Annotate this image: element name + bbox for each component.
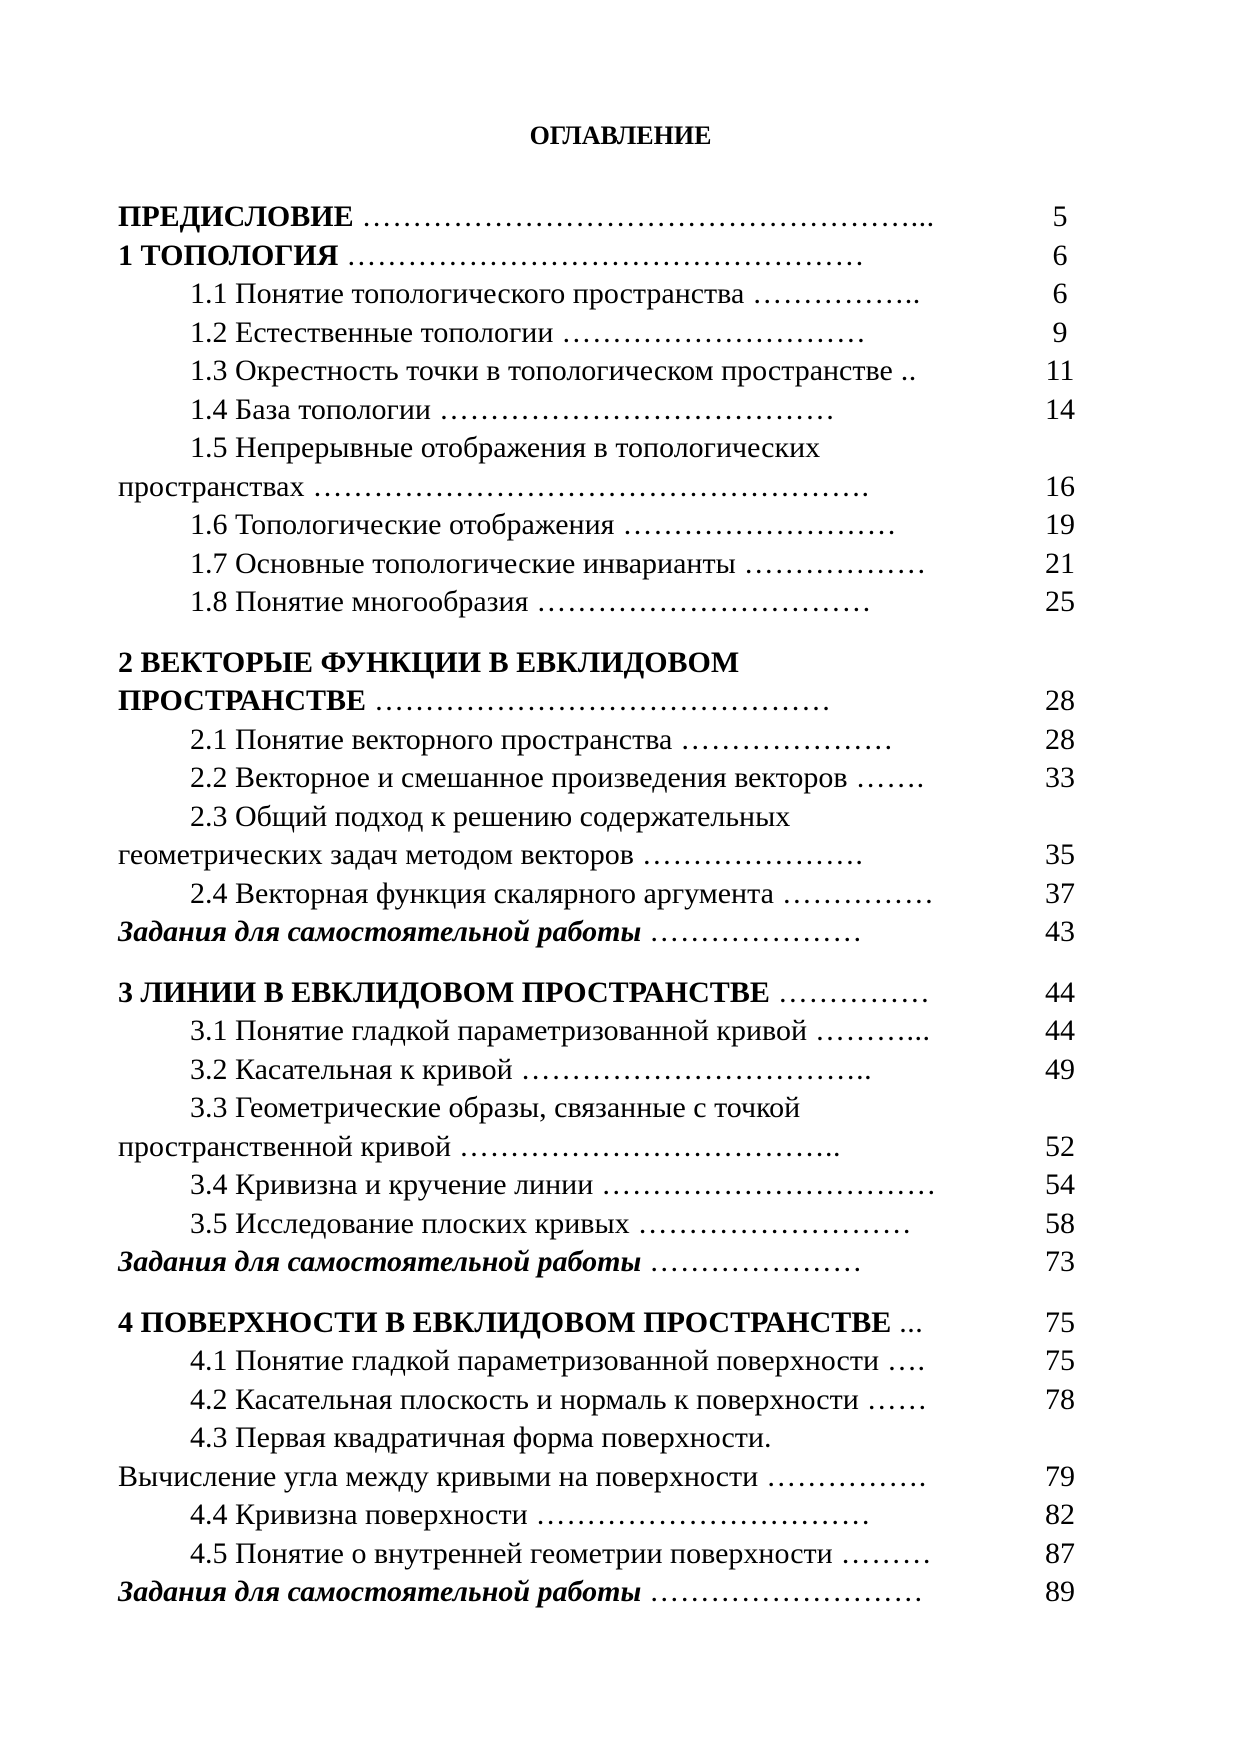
- toc-entry-text: [190, 275, 921, 314]
- toc-entry[interactable]: [118, 1304, 1090, 1343]
- toc-entry-text: [190, 1205, 912, 1244]
- toc-entry-leader: ….: [879, 1344, 926, 1377]
- toc-entry[interactable]: [118, 721, 1090, 760]
- toc-entry-text: [118, 1128, 841, 1167]
- toc-entry-text: [118, 1573, 924, 1612]
- toc-entry-label: 4 ПОВЕРХНОСТИ В ЕВКЛИДОВОМ ПРОСТРАНСТВЕ: [118, 1305, 892, 1339]
- toc-entry-text: [190, 1381, 928, 1420]
- toc-entry[interactable]: [118, 583, 1090, 622]
- toc-entry-label: 1.2 Естественные топологии: [190, 315, 554, 349]
- toc-entry[interactable]: [118, 644, 1090, 683]
- toc-entry[interactable]: [118, 974, 1090, 1013]
- toc-entry-leader: ………………….: [633, 838, 864, 871]
- toc-entry-text: [190, 391, 835, 430]
- toc-entry-label: 2 ВЕКТОРЫЕ ФУНКЦИИ В ЕВКЛИДОВОМ: [118, 645, 740, 679]
- toc-entry-page-number: 44: [1045, 1014, 1075, 1047]
- toc-entry-label: 3.5 Исследование плоских кривых: [190, 1206, 630, 1240]
- toc-entry-text: [190, 759, 925, 798]
- toc-entry-leader: ……………………………: [593, 1168, 937, 1201]
- toc-entry-leader: …….: [847, 761, 925, 794]
- toc-entry-page-number: 6: [1052, 238, 1068, 272]
- toc-entry-label: 3.3 Геометрические образы, связанные с точкой: [190, 1091, 801, 1124]
- toc-entry[interactable]: [118, 1051, 1090, 1090]
- toc-entry[interactable]: [118, 429, 1090, 468]
- toc-entry[interactable]: [118, 1458, 1090, 1497]
- toc-entry-text: [190, 1342, 926, 1381]
- toc-entry-page-number: 6: [1052, 277, 1068, 310]
- toc-entry-leader: …………………: [641, 915, 863, 948]
- toc-entry-text: [190, 1496, 871, 1535]
- toc-entry[interactable]: [118, 1166, 1090, 1205]
- toc-entry-text: [118, 1458, 927, 1497]
- toc-entry-label: 1 ТОПОЛОГИЯ: [118, 238, 339, 272]
- toc-entry[interactable]: [118, 1012, 1090, 1051]
- toc-entry-page-number: 58: [1045, 1206, 1075, 1240]
- toc-entry-leader: ...: [891, 1305, 924, 1339]
- toc-entry-label: пространствах: [118, 469, 305, 503]
- toc-entry-text: [190, 875, 934, 914]
- toc-entry-label: 4.2 Касательная плоскость и нормаль к поверхности: [190, 1382, 859, 1416]
- toc-entry-text: [118, 198, 935, 237]
- toc-entry[interactable]: [118, 545, 1090, 584]
- toc-entry-text: [190, 798, 790, 837]
- toc-entry-text: [190, 352, 917, 391]
- toc-entry-text: [118, 1304, 923, 1343]
- toc-entry-text: [118, 1243, 863, 1282]
- table-of-contents: [118, 198, 1090, 1612]
- toc-entry-label: 3.1 Понятие гладкой параметризованной кривой: [190, 1014, 808, 1047]
- toc-entry-label: Задания для самостоятельной работы: [118, 915, 642, 948]
- toc-entry-page-number: 25: [1045, 585, 1075, 618]
- toc-entry-leader: ………………………: [614, 508, 897, 541]
- toc-entry-label: пространственной кривой: [118, 1129, 452, 1163]
- toc-entry-text: [118, 644, 739, 683]
- toc-entry-leader: …………….: [758, 1459, 927, 1493]
- toc-entry-label: Вычисление угла между кривыми на поверхности: [118, 1459, 759, 1493]
- toc-entry-page-number: 75: [1045, 1305, 1075, 1339]
- toc-entry-label: геометрических задач методом векторов: [118, 838, 634, 871]
- toc-entry-label: ПРЕДИСЛОВИЕ: [118, 200, 354, 233]
- toc-entry-label: Задания для самостоятельной работы: [118, 1245, 642, 1278]
- toc-entry-page-number: 73: [1045, 1245, 1075, 1278]
- toc-entry-text: [190, 314, 866, 353]
- toc-entry-leader: ……………………………………………: [338, 238, 865, 272]
- toc-entry-page-number: 78: [1045, 1382, 1075, 1416]
- toc-entry-page-number: 37: [1045, 876, 1075, 910]
- toc-entry-label: 1.1 Понятие топологического пространства: [190, 277, 745, 310]
- toc-entry-text: [190, 1419, 771, 1458]
- toc-entry-page-number: 19: [1045, 508, 1075, 541]
- toc-entry-label: Задания для самостоятельной работы: [118, 1575, 642, 1608]
- toc-entry[interactable]: [118, 798, 1090, 837]
- toc-entry-page-number: 16: [1045, 469, 1075, 503]
- toc-entry[interactable]: [118, 198, 1090, 237]
- toc-entry-text: [118, 913, 863, 952]
- toc-entry[interactable]: [118, 506, 1090, 545]
- toc-entry[interactable]: [118, 1243, 1090, 1282]
- toc-entry-page-number: 79: [1045, 1459, 1075, 1493]
- toc-entry-leader: ……………………………..: [512, 1052, 873, 1086]
- toc-entry-leader: ……………..: [744, 277, 921, 310]
- toc-entry-label: 2.4 Векторная функция скалярного аргумента: [190, 876, 774, 910]
- toc-entry[interactable]: [118, 1089, 1090, 1128]
- toc-entry-text: [118, 836, 863, 875]
- toc-entry-leader: ………………………………………: [366, 684, 832, 717]
- toc-entry-leader: ………………………………………………...: [353, 200, 935, 233]
- toc-entry[interactable]: [118, 1496, 1090, 1535]
- toc-entry-leader: ………………………………..: [451, 1129, 842, 1163]
- toc-entry[interactable]: [118, 875, 1090, 914]
- toc-entry[interactable]: [118, 1573, 1090, 1612]
- toc-entry-label: 3 ЛИНИИ В ЕВКЛИДОВОМ ПРОСТРАНСТВЕ: [118, 975, 770, 1009]
- toc-entry-leader: ………………: [735, 546, 927, 580]
- page-title: ОГЛАВЛЕНИЕ: [529, 121, 712, 150]
- toc-entry-label: 4.3 Первая квадратичная форма поверхности.: [190, 1421, 772, 1454]
- toc-entry-page-number: 87: [1045, 1536, 1075, 1570]
- toc-entry-text: [190, 545, 927, 584]
- toc-entry-text: [190, 1166, 937, 1205]
- toc-entry-text: [190, 1051, 872, 1090]
- toc-entry-leader: ……: [858, 1382, 928, 1416]
- toc-entry-leader: …………………………………: [430, 392, 836, 426]
- toc-entry-label: 4.1 Понятие гладкой параметризованной поверхности: [190, 1344, 880, 1377]
- toc-entry-leader: ………...: [807, 1014, 931, 1047]
- toc-entry-text: [118, 468, 869, 507]
- toc-entry-text: [190, 1535, 932, 1574]
- toc-entry-page-number: 49: [1045, 1052, 1075, 1086]
- toc-entry-leader: ……………………………………………….: [304, 469, 870, 503]
- toc-entry-page-number: 14: [1045, 392, 1075, 426]
- toc-entry-label: ПРОСТРАНСТВЕ: [118, 684, 367, 717]
- toc-entry-label: 1.8 Понятие многообразия: [190, 585, 529, 618]
- toc-entry-leader: ……………………………: [527, 1498, 872, 1531]
- toc-entry-label: 3.4 Кривизна и кручение линии: [190, 1168, 594, 1201]
- toc-entry-label: 1.4 База топологии: [190, 392, 431, 426]
- toc-entry-text: [190, 1089, 800, 1128]
- toc-entry-page-number: 54: [1045, 1168, 1075, 1201]
- toc-entry[interactable]: [118, 275, 1090, 314]
- toc-entry-label: 4.4 Кривизна поверхности: [190, 1498, 528, 1531]
- toc-entry[interactable]: [118, 1419, 1090, 1458]
- toc-entry-text: [190, 583, 872, 622]
- toc-entry-leader: ………………………: [641, 1575, 924, 1608]
- toc-entry[interactable]: [118, 237, 1090, 276]
- toc-entry-page-number: 5: [1052, 200, 1068, 233]
- toc-entry-label: 1.5 Непрерывные отображения в топологических: [190, 431, 821, 464]
- toc-entry-text: [190, 721, 894, 760]
- toc-entry[interactable]: [118, 913, 1090, 952]
- toc-entry[interactable]: [118, 314, 1090, 353]
- toc-entry-label: 3.2 Касательная к кривой: [190, 1052, 513, 1086]
- toc-entry-page-number: 44: [1045, 975, 1075, 1009]
- toc-entry[interactable]: [118, 1381, 1090, 1420]
- toc-entry-leader: ……………: [769, 975, 931, 1009]
- toc-entry-page-number: 33: [1045, 761, 1075, 794]
- toc-entry-label: 1.3 Окрестность точки в топологическом пространстве: [190, 354, 893, 387]
- toc-entry-page-number: 43: [1045, 915, 1075, 948]
- toc-entry[interactable]: [118, 682, 1090, 721]
- toc-entry-leader: ……………………………: [528, 585, 872, 618]
- toc-entry-leader: ………: [832, 1536, 933, 1570]
- toc-entry-page-number: 28: [1045, 684, 1075, 717]
- toc-entry-label: 2.2 Векторное и смешанное произведения векторов: [190, 761, 848, 794]
- toc-entry-page-number: 89: [1045, 1575, 1075, 1608]
- toc-entry-label: 2.1 Понятие векторного пространства: [190, 722, 673, 756]
- toc-entry[interactable]: [118, 1128, 1090, 1167]
- toc-entry-leader: …………………: [672, 722, 894, 756]
- toc-entry-text: [118, 974, 930, 1013]
- toc-entry-text: [190, 1012, 931, 1051]
- toc-entry-leader: …………………: [641, 1245, 863, 1278]
- toc-entry-page-number: 21: [1045, 546, 1075, 580]
- toc-entry-leader: ……………: [773, 876, 935, 910]
- toc-entry[interactable]: [118, 352, 1090, 391]
- toc-entry-text: [118, 682, 832, 721]
- toc-entry[interactable]: [118, 1342, 1090, 1381]
- toc-entry-leader: ………………………: [629, 1206, 913, 1240]
- toc-entry-page-number: 82: [1045, 1498, 1075, 1531]
- toc-entry-label: 4.5 Понятие о внутренней геометрии поверхности: [190, 1536, 833, 1570]
- toc-entry-text: [190, 506, 897, 545]
- toc-entry-page-number: 28: [1045, 722, 1075, 756]
- toc-entry-page-number: 52: [1045, 1129, 1075, 1163]
- toc-entry-leader: ..: [892, 354, 917, 387]
- toc-entry-leader: …………………………: [553, 315, 867, 349]
- toc-entry-label: 2.3 Общий подход к решению содержательных: [190, 799, 791, 833]
- toc-entry[interactable]: [118, 391, 1090, 430]
- toc-entry-text: [118, 237, 865, 276]
- toc-entry[interactable]: [118, 759, 1090, 798]
- toc-entry-page-number: 75: [1045, 1344, 1075, 1377]
- toc-entry-page-number: 11: [1045, 354, 1075, 387]
- toc-entry[interactable]: [118, 1535, 1090, 1574]
- toc-entry-label: 1.6 Топологические отображения: [190, 508, 615, 541]
- toc-entry[interactable]: [118, 468, 1090, 507]
- toc-entry-text: [190, 429, 820, 468]
- toc-entry[interactable]: [118, 836, 1090, 875]
- toc-entry-label: 1.7 Основные топологические инварианты: [190, 546, 736, 580]
- toc-entry[interactable]: [118, 1205, 1090, 1244]
- toc-entry-page-number: 35: [1045, 838, 1075, 871]
- toc-entry-page-number: 9: [1052, 315, 1068, 349]
